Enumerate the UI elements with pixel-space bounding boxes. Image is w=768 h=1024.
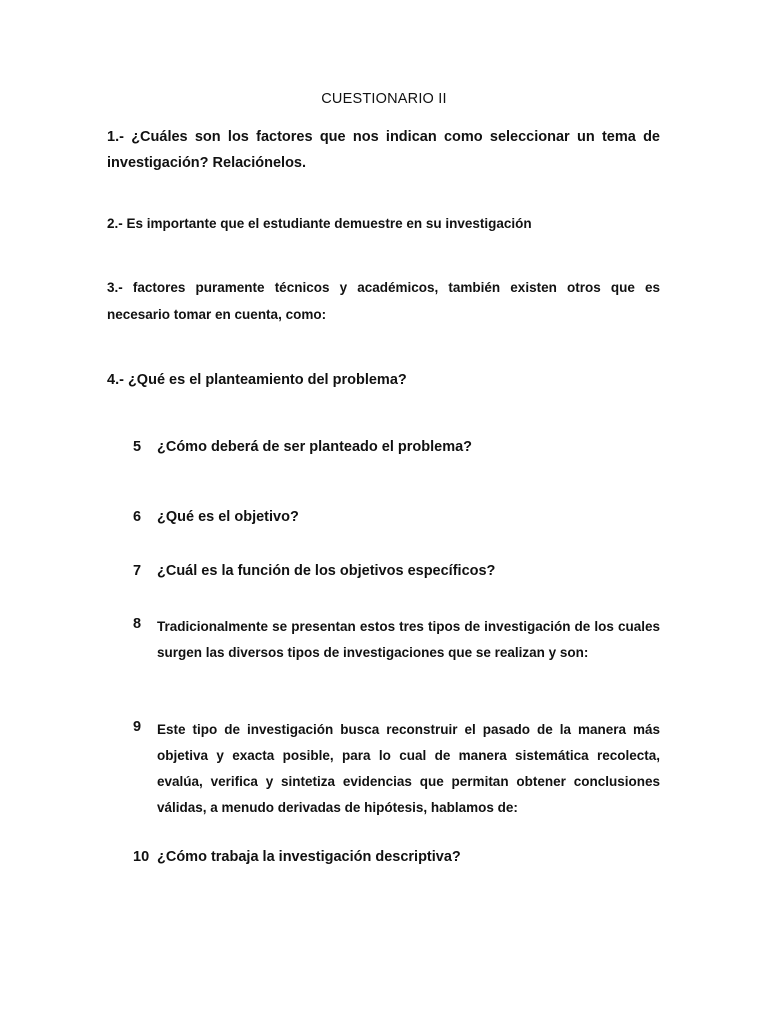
question-3: 3.- factores puramente técnicos y académicos, también existen otros que es necesario tomar en cuenta, como:	[107, 280, 660, 322]
question-number: 7	[133, 563, 142, 579]
question-8	[133, 614, 660, 666]
question-number: 8	[133, 616, 142, 632]
question-2: 2.- Es importante que el estudiante demuestre en su investigación	[107, 216, 532, 231]
page-title: CUESTIONARIO II	[321, 91, 447, 107]
question-text: ¿Cuál es la función de los objetivos específicos?	[157, 563, 496, 579]
question-10	[133, 847, 660, 867]
question-text: Este tipo de investigación busca reconstruir el pasado de la manera más objetiva y exacta posible, para lo cual de manera sistemática recolecta, evalúa, verifica y sintetiza evidencias que permitan obtener conclusiones válidas, a menudo derivadas de hipótesis, hablamos de:	[157, 722, 660, 815]
question-text: ¿Qué es el objetivo?	[157, 509, 299, 525]
question-6	[133, 507, 660, 527]
question-number: 5	[133, 439, 142, 455]
question-number: 10	[133, 849, 150, 865]
question-7	[133, 561, 660, 581]
question-4: 4.- ¿Qué es el planteamiento del problema?	[107, 372, 407, 388]
question-text: ¿Cómo deberá de ser planteado el problema?	[157, 439, 473, 455]
question-number: 6	[133, 509, 142, 525]
question-number: 9	[133, 719, 142, 735]
question-5	[133, 437, 660, 457]
question-9	[133, 717, 660, 821]
question-text: Tradicionalmente se presentan estos tres tipos de investigación de los cuales surgen las diversos tipos de investigaciones que se realizan y son:	[157, 619, 660, 660]
question-text: ¿Cómo trabaja la investigación descriptiva?	[157, 849, 461, 865]
question-1: 1.- ¿Cuáles son los factores que nos indican como seleccionar un tema de investigación? Relaciónelos.	[107, 129, 660, 171]
